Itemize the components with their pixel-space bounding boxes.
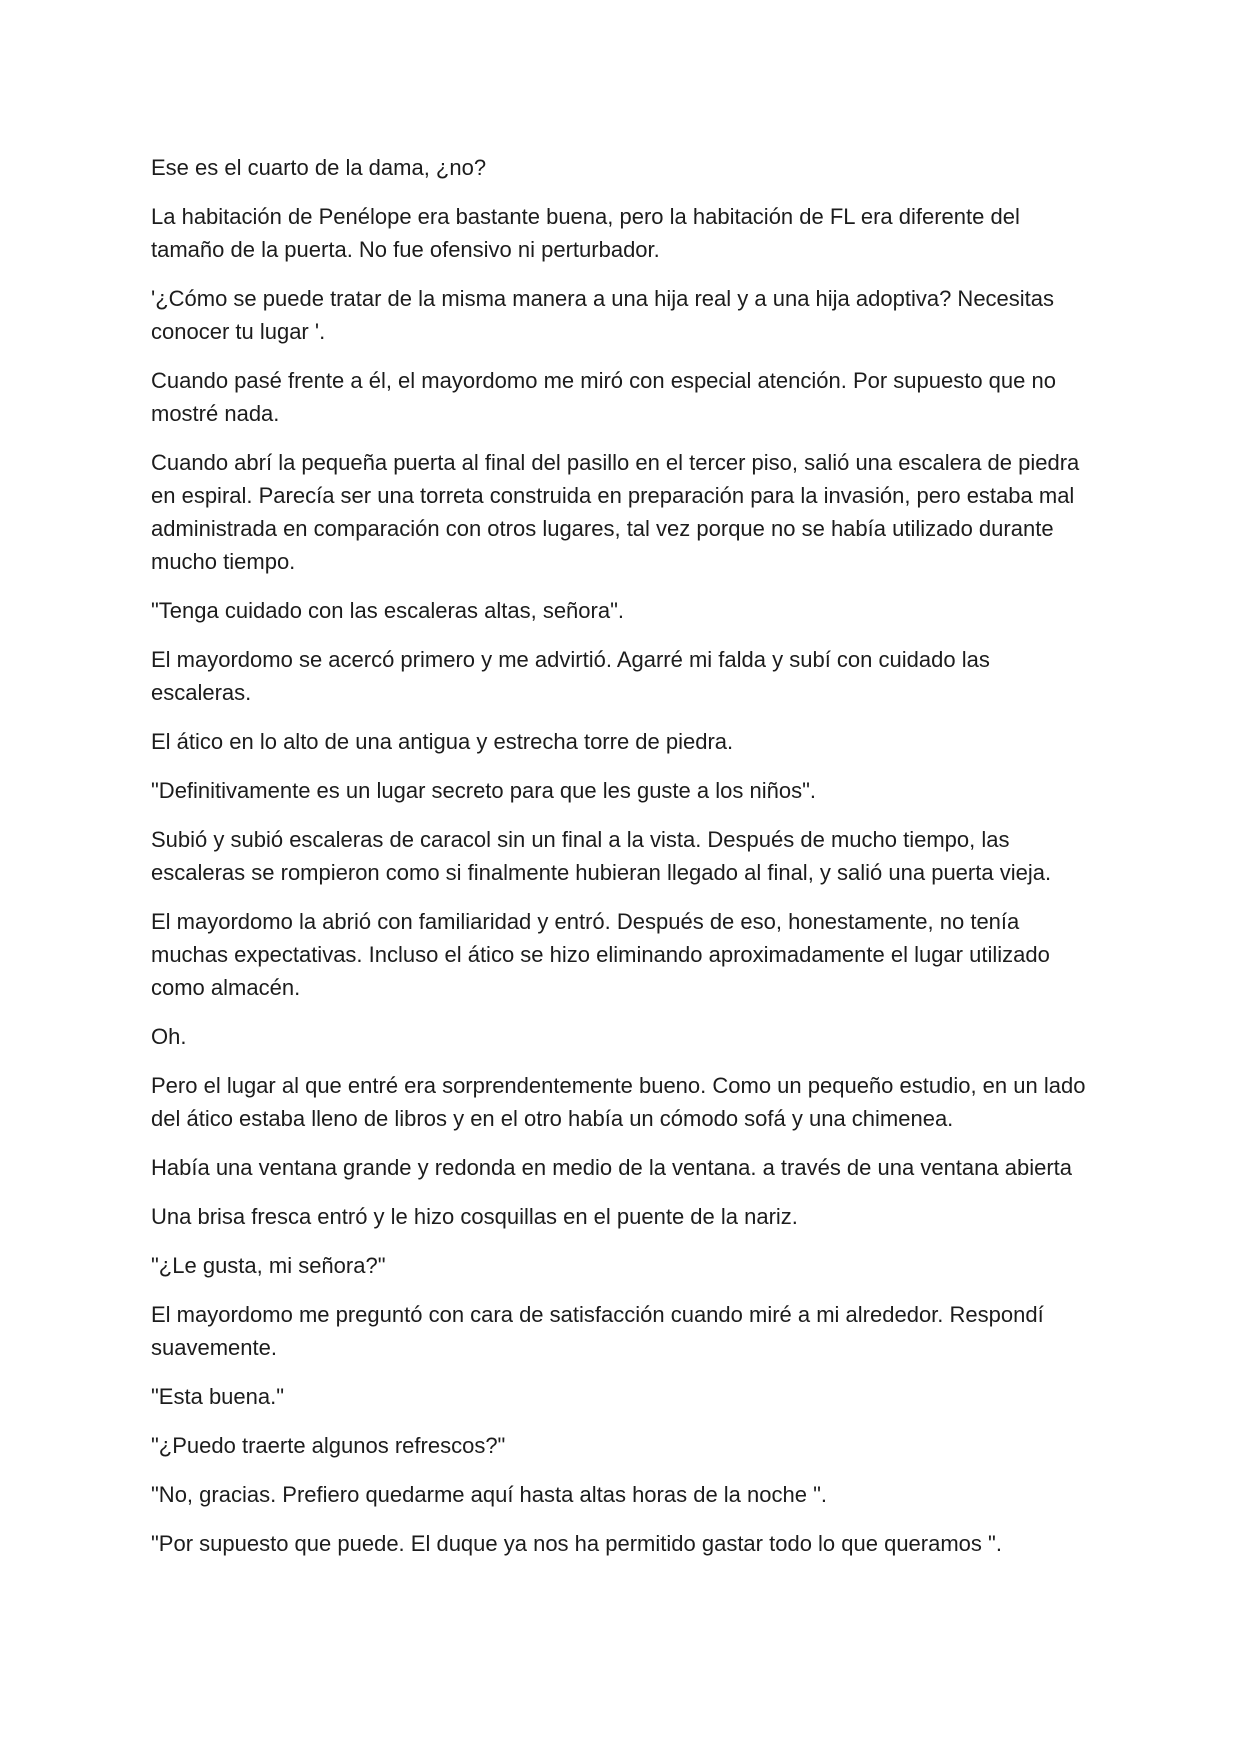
paragraph: "¿Puedo traerte algunos refrescos?" (151, 1433, 506, 1458)
paragraph: La habitación de Penélope era bastante buena, pero la habitación de FL era diferente del tamaño de la puerta. No fue ofensivo ni perturbador. (151, 204, 1020, 262)
paragraph: '¿Cómo se puede tratar de la misma manera a una hija real y a una hija adoptiva? Necesitas conocer tu lugar '. (151, 286, 1055, 344)
paragraph: "Por supuesto que puede. El duque ya nos ha permitido gastar todo lo que queramos ". (151, 1531, 1002, 1556)
paragraph: "¿Le gusta, mi señora?" (151, 1253, 386, 1278)
paragraph: Subió y subió escaleras de caracol sin un final a la vista. Después de mucho tiempo, las escaleras se rompieron como si finalmente hubieran llegado al final, y salió una puerta vieja. (151, 827, 1052, 885)
paragraph: "No, gracias. Prefiero quedarme aquí hasta altas horas de la noche ". (151, 1482, 828, 1507)
paragraph: El ático en lo alto de una antigua y estrecha torre de piedra. (151, 729, 734, 754)
paragraph: Una brisa fresca entró y le hizo cosquillas en el puente de la nariz. (151, 1204, 798, 1229)
paragraph: "Definitivamente es un lugar secreto para que les guste a los niños". (151, 778, 816, 803)
paragraph: Había una ventana grande y redonda en medio de la ventana. a través de una ventana abierta (151, 1155, 1073, 1180)
paragraph: Cuando pasé frente a él, el mayordomo me miró con especial atención. Por supuesto que no mostré nada. (151, 368, 1056, 426)
paragraph: Pero el lugar al que entré era sorprendentemente bueno. Como un pequeño estudio, en un lado del ático estaba lleno de libros y en el otro había un cómodo sofá y una chimenea. (151, 1073, 1086, 1131)
paragraph: El mayordomo me preguntó con cara de satisfacción cuando miré a mi alrededor. Respondí suavemente. (151, 1302, 1044, 1360)
paragraph: Oh. (151, 1024, 187, 1049)
paragraph: El mayordomo se acercó primero y me advirtió. Agarré mi falda y subí con cuidado las escaleras. (151, 647, 990, 705)
paragraph: "Tenga cuidado con las escaleras altas, señora". (151, 598, 625, 623)
paragraph: Ese es el cuarto de la dama, ¿no? (151, 155, 487, 180)
document-body (151, 151, 1096, 1576)
paragraph: El mayordomo la abrió con familiaridad y entró. Después de eso, honestamente, no tenía muchas expectativas. Incluso el ático se hizo eliminando aproximadamente el lugar utilizado como almacén. (151, 909, 1050, 1000)
paragraph: "Esta buena." (151, 1384, 285, 1409)
paragraph: Cuando abrí la pequeña puerta al final del pasillo en el tercer piso, salió una escalera de piedra en espiral. Parecía ser una torreta construida en preparación para la invasión, pero estaba mal administrada en comparación con otros lugares, tal vez porque no se había utilizado durante mucho tiempo. (151, 450, 1080, 574)
